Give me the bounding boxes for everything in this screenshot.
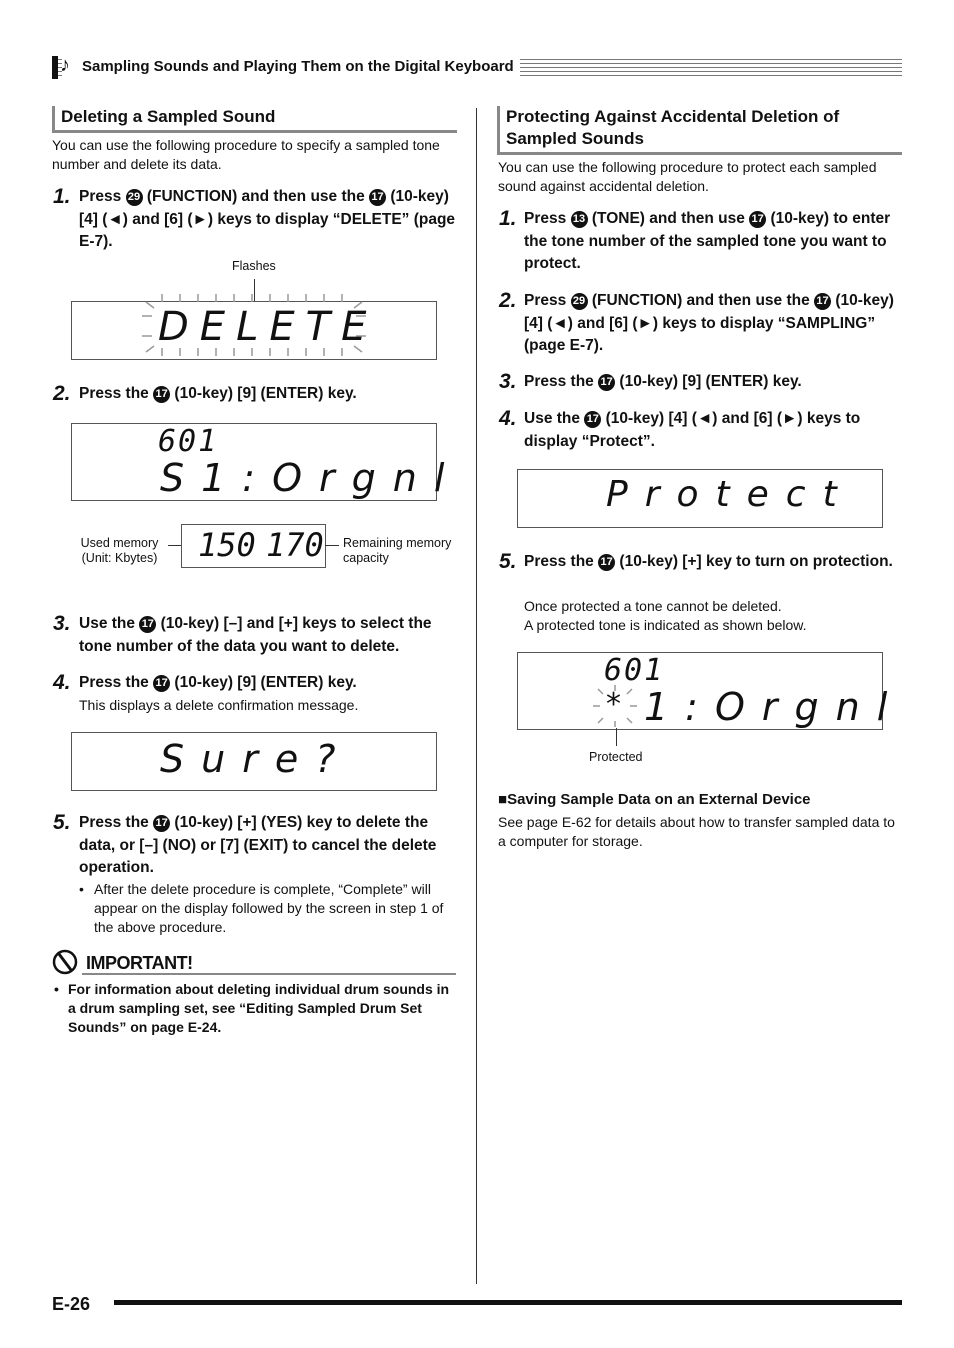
key-29-icon: 29 <box>571 293 588 310</box>
step-number: 3. <box>53 612 71 635</box>
right-arrow-icon: ► <box>782 410 798 427</box>
lcd-delete-text: DELETE <box>158 304 378 350</box>
left-step4-text: Press the 17 (10-key) [9] (ENTER) key. <box>79 674 357 691</box>
important-label: IMPORTANT! <box>86 953 193 973</box>
lcd-protected <box>517 652 905 730</box>
lcd-tone-number: 601 <box>158 424 219 459</box>
header-tab <box>52 56 58 79</box>
key-17-icon: 17 <box>153 675 170 692</box>
right-step1-text: Press 13 (TONE) and then use 17 (10-key) to enter the tone number of the sampled tone you want to protect. <box>524 210 891 272</box>
left-arrow-icon: ◄ <box>107 210 123 228</box>
key-17-icon: 17 <box>584 411 601 428</box>
left-step2-text: Press the 17 (10-key) [9] (ENTER) key. <box>79 385 357 402</box>
left-arrow-icon: ◄ <box>552 314 568 332</box>
key-17-icon: 17 <box>814 293 831 310</box>
key-17-icon: 17 <box>598 554 615 571</box>
remaining-memory-pointer <box>325 545 339 546</box>
delete-intro: You can use the following procedure to specify a sampled tone number and delete its data. <box>52 137 440 172</box>
left-step1-text: Press 29 (FUNCTION) and then use the 17 (10-key) [4] (◄) and [6] (►) keys to display “DELETE” (page E-7). <box>79 188 456 250</box>
protected-label: Protected <box>589 750 643 764</box>
step-number: 5. <box>53 811 71 834</box>
right-step5-note2: A protected tone is indicated as shown below. <box>524 617 807 633</box>
key-17-icon: 17 <box>139 616 156 633</box>
right-step5-text: Press the 17 (10-key) [+] key to turn on protection. <box>524 553 893 570</box>
key-17-icon: 17 <box>153 386 170 403</box>
key-17-icon: 17 <box>369 189 386 206</box>
important-text: For information about deleting individual drum sounds in a drum sampling set, see “Editing Sampled Drum Set Sounds” on page E-24. <box>68 981 450 1035</box>
key-17-icon: 17 <box>598 374 615 391</box>
step-number: 1. <box>53 185 71 208</box>
right-step5-note1: Once protected a tone cannot be deleted. <box>524 598 782 614</box>
protect-mark: * <box>606 687 621 722</box>
used-memory-label: Used memory (Unit: Kbytes) <box>80 536 159 565</box>
step-number: 4. <box>53 671 71 694</box>
protected-pointer <box>616 728 617 746</box>
memory-remaining-value: 170 <box>266 526 324 564</box>
left-step5-bullet: After the delete procedure is complete, “Complete” will appear on the display followed by the screen in step 1 of the above procedure. <box>94 881 444 935</box>
saving-heading: ■Saving Sample Data on an External Device <box>498 791 811 808</box>
step-number: 2. <box>53 382 71 405</box>
right-step2-text: Press 29 (FUNCTION) and then use the 17 (10-key) [4] (◄) and [6] (►) keys to display “SAMPLING” (page E-7). <box>524 292 894 354</box>
lcd-delete <box>71 301 437 360</box>
lcd-protected-label: 1:Orgnl <box>644 685 905 729</box>
lcd-memory <box>181 524 326 568</box>
lcd-protect-text: Protect <box>606 474 854 515</box>
step-number: 1. <box>499 207 517 230</box>
key-29-icon: 29 <box>126 189 143 206</box>
key-17-icon: 17 <box>153 815 170 832</box>
bullet-dot: • <box>79 881 84 897</box>
right-arrow-icon: ► <box>192 210 208 228</box>
section-heading-protect: Protecting Against Accidental Deletion of Sampled Sounds <box>497 106 902 155</box>
right-step3-text: Press the 17 (10-key) [9] (ENTER) key. <box>524 373 802 390</box>
key-13-icon: 13 <box>571 211 588 228</box>
lcd-sure <box>71 732 437 791</box>
memory-used-value: 150 <box>198 526 256 564</box>
page-number: E-26 <box>52 1294 91 1314</box>
music-note-icon: ♪ <box>60 54 70 76</box>
right-arrow-icon: ► <box>637 314 653 332</box>
lcd-tone-name <box>71 423 462 501</box>
remaining-memory-label: Remaining memory capacity <box>343 536 452 565</box>
step-number: 4. <box>499 407 517 430</box>
step-number: 3. <box>499 370 517 393</box>
lcd-protect <box>517 469 883 528</box>
page-header-title: Sampling Sounds and Playing Them on the Digital Keyboard <box>62 57 520 77</box>
saving-text: See page E-62 for details about how to transfer sampled data to a computer for storage. <box>498 814 895 849</box>
column-divider <box>476 108 477 1284</box>
important-rule <box>82 973 456 975</box>
important-icon <box>52 948 80 976</box>
square-bullet-icon: ■ <box>498 791 508 808</box>
protect-intro: You can use the following procedure to protect each sampled sound against accidental deletion. <box>498 159 877 194</box>
flashes-label: Flashes <box>232 259 276 273</box>
step-number: 2. <box>499 289 517 312</box>
key-17-icon: 17 <box>749 211 766 228</box>
lcd-sure-text: Sure? <box>160 737 353 781</box>
left-arrow-icon: ◄ <box>696 410 713 427</box>
lcd-tone-label: S1:Orgnl <box>160 456 462 500</box>
right-step4-text: Use the 17 (10-key) [4] (◄) and [6] (►) keys to display “Protect”. <box>524 410 861 450</box>
left-step5-text: Press the 17 (10-key) [+] (YES) key to delete the data, or [–] (NO) or [7] (EXIT) to cancel the delete operation. <box>79 814 437 876</box>
left-step3-text: Use the 17 (10-key) [–] and [+] keys to select the tone number of the data you want to delete. <box>79 615 432 655</box>
footer-rule <box>114 1300 902 1305</box>
left-step4-note: This displays a delete confirmation message. <box>79 697 359 713</box>
section-heading-delete: Deleting a Sampled Sound <box>52 106 457 133</box>
step-number: 5. <box>499 550 517 573</box>
bullet-dot: • <box>54 981 59 997</box>
lcd-protected-number: 601 <box>604 653 665 688</box>
used-memory-pointer <box>168 545 182 546</box>
